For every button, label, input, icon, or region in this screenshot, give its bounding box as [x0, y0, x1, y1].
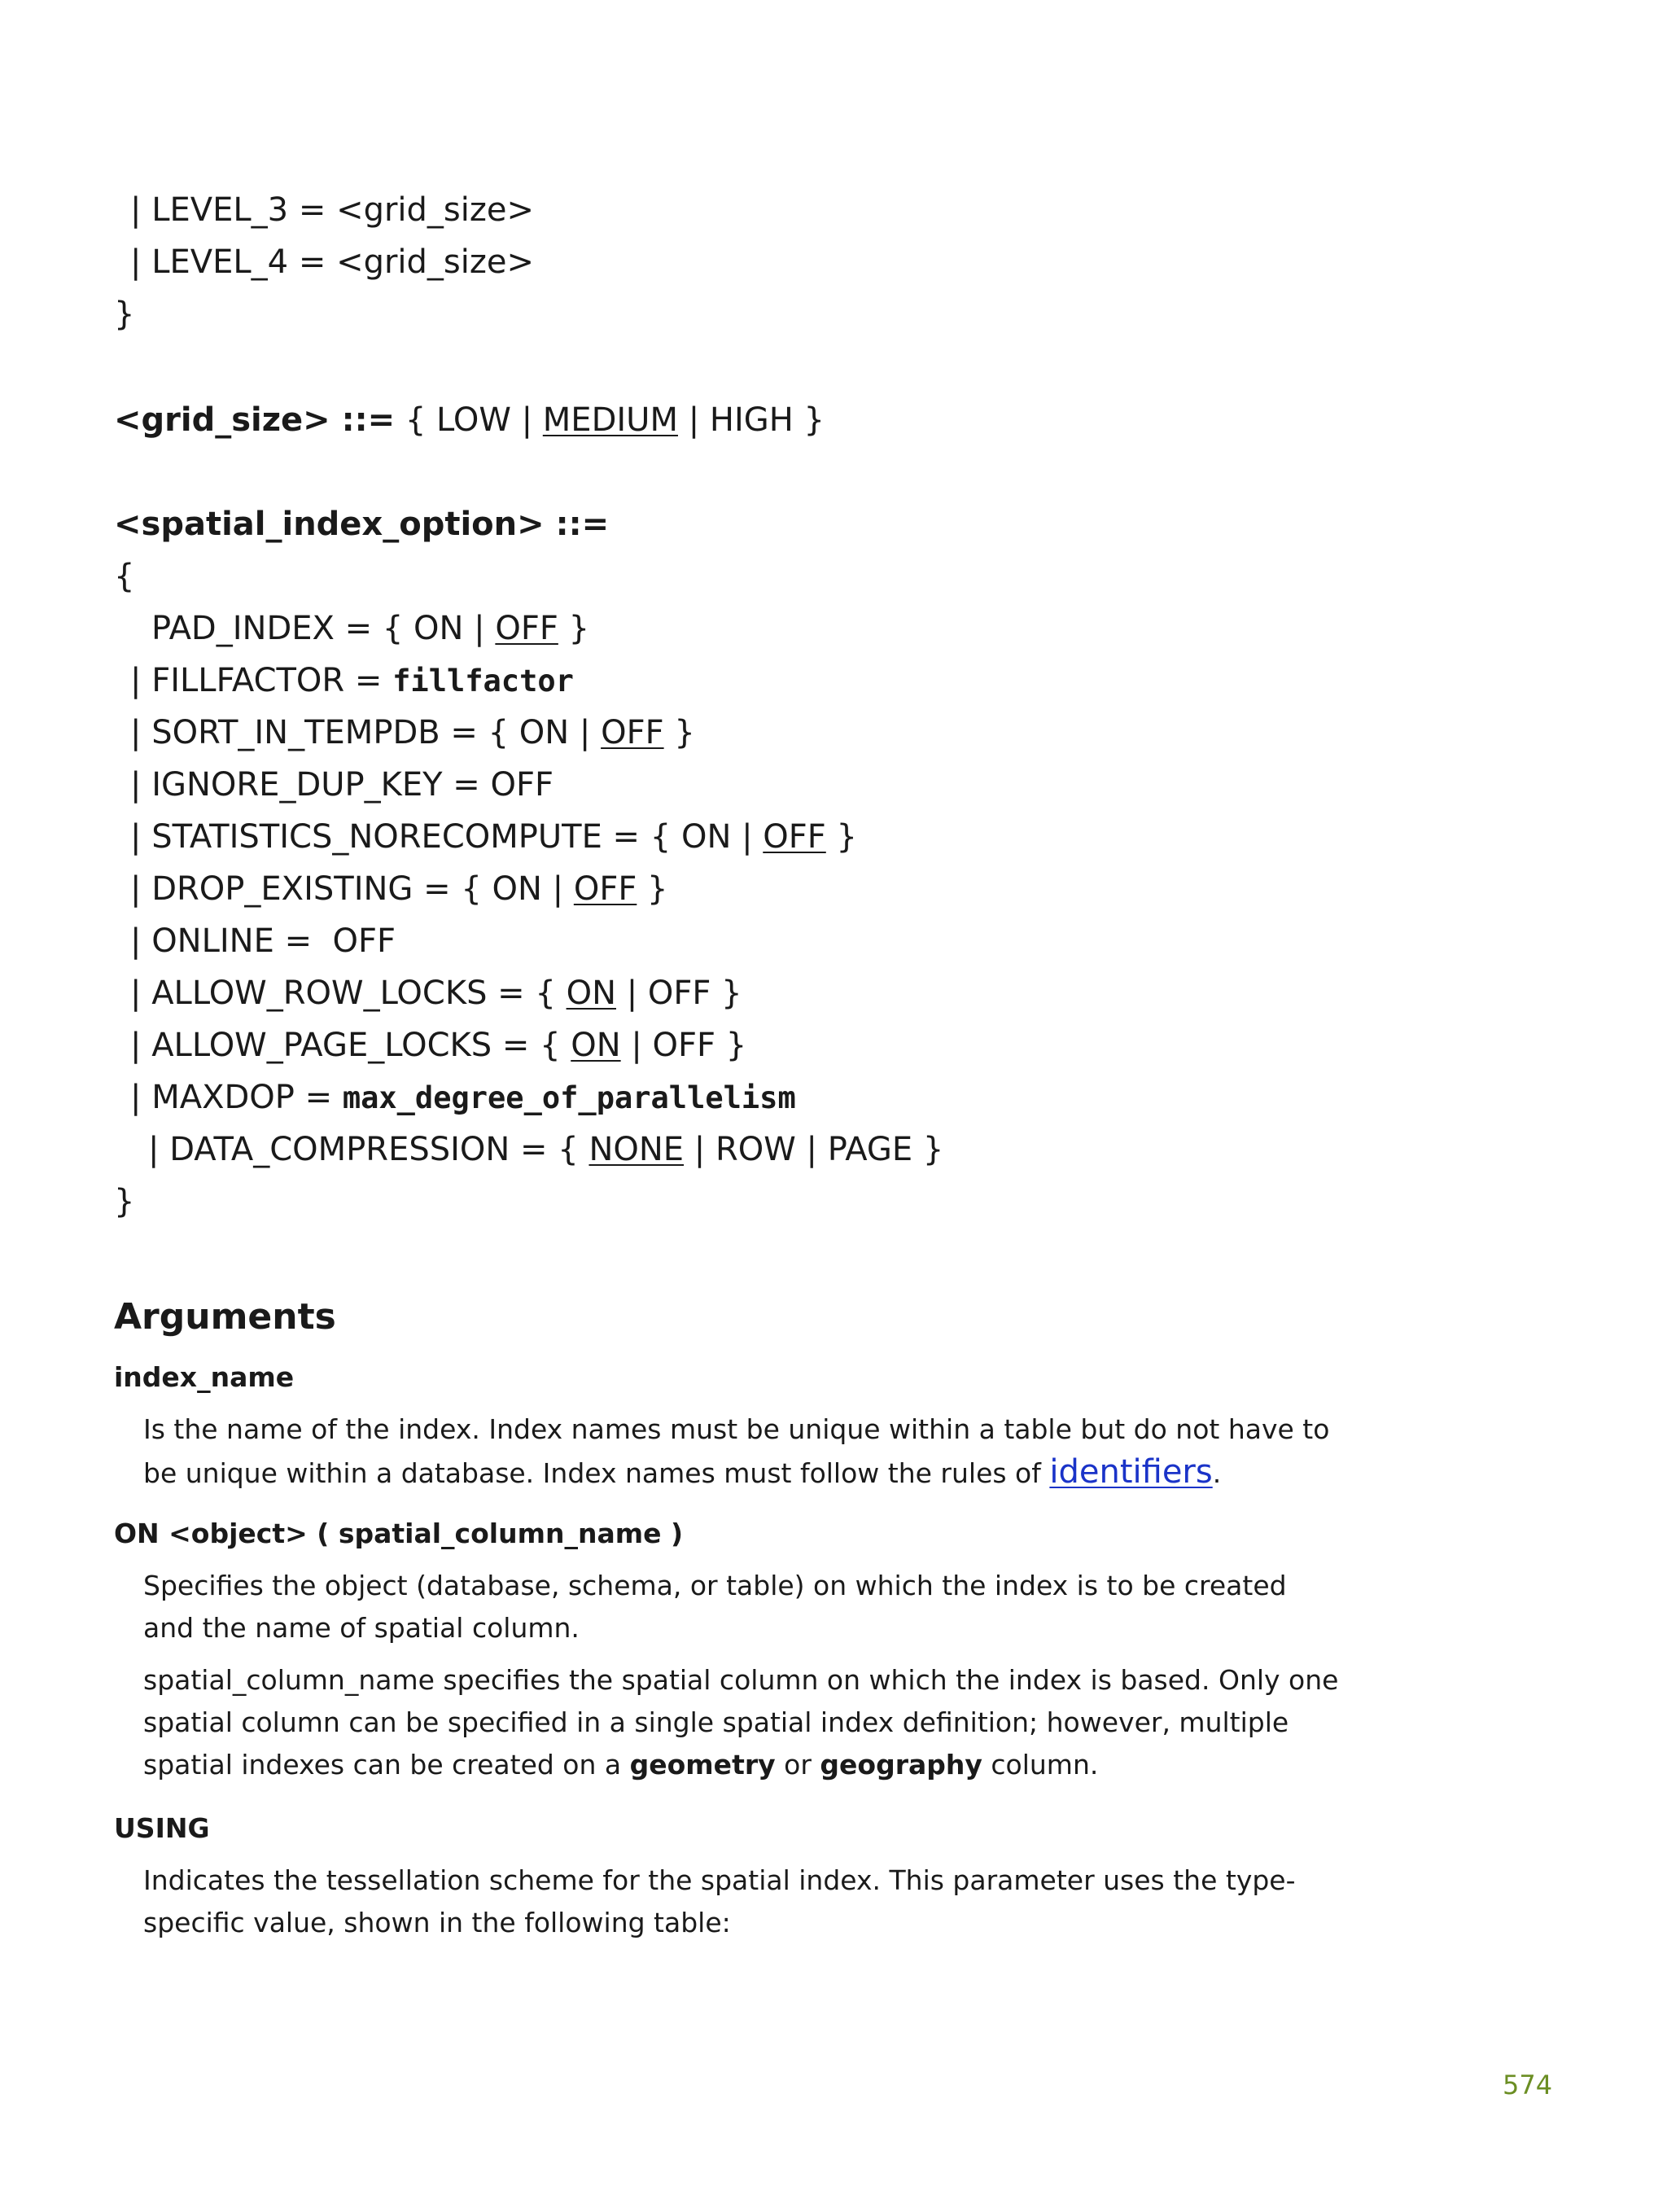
syntax-statistics-norecompute: [130, 811, 857, 863]
maxdop-pre: | MAXDOP =: [130, 1079, 333, 1116]
syntax-maxdop: [130, 1071, 796, 1124]
grid-open: { LOW |: [405, 401, 533, 439]
syntax-data-compression: [148, 1124, 943, 1176]
row-locks-on: ON: [566, 975, 616, 1012]
compression-pre: | DATA_COMPRESSION = {: [148, 1131, 579, 1168]
close-brace-text: }: [114, 296, 135, 333]
page-locks-pre: | ALLOW_PAGE_LOCKS = {: [130, 1027, 561, 1064]
index-name-end: .: [1212, 1457, 1222, 1489]
index-name-description: [143, 1408, 1340, 1495]
stats-pre: | STATISTICS_NORECOMPUTE = { ON |: [130, 818, 753, 856]
syntax-open-brace: [114, 550, 134, 602]
pad-index-pre: PAD_INDEX = { ON |: [151, 610, 485, 647]
syntax-allow-row-locks: [130, 967, 742, 1019]
index-name-text: Is the name of the index. Index names must be unique within a table but do not have to be unique within a database. Index names must follow the rules of: [143, 1413, 1330, 1489]
syntax-drop-existing: [130, 863, 668, 915]
para2-pre: spatial_column_name specifies the spatial column on which the index is based. Only one spatial column can be specified in a single spatial index definition; however, multiple spatial indexes can be created on a: [143, 1664, 1339, 1781]
syntax-grid-size: [114, 394, 825, 446]
syntax-online: [130, 915, 396, 967]
fillfactor-keyword: fillfactor: [392, 664, 574, 699]
syntax-level4-text: | LEVEL_4 = <grid_size>: [130, 243, 534, 281]
grid-medium-default: MEDIUM: [542, 401, 678, 439]
syntax-level3: [130, 184, 534, 236]
close-brace-2-text: }: [114, 1183, 135, 1220]
ignore-dup-text: | IGNORE_DUP_KEY = OFF: [130, 766, 554, 804]
row-locks-pre: | ALLOW_ROW_LOCKS = {: [130, 975, 556, 1012]
term-using: USING: [114, 1812, 210, 1844]
pad-index-post: }: [568, 610, 590, 647]
online-text: | ONLINE = OFF: [130, 922, 396, 960]
fillfactor-pre: | FILLFACTOR =: [130, 662, 383, 699]
on-object-para2: [143, 1659, 1340, 1786]
grid-size-def: <grid_size> ::=: [114, 401, 396, 439]
page-locks-post: | OFF }: [631, 1027, 747, 1064]
geography-keyword: geography: [820, 1749, 982, 1781]
syntax-fillfactor: [130, 655, 574, 707]
drop-pre: | DROP_EXISTING = { ON |: [130, 870, 564, 908]
stats-off: OFF: [763, 818, 826, 856]
page-number: 574: [1503, 2070, 1553, 2100]
row-locks-post: | OFF }: [626, 975, 742, 1012]
syntax-close-brace: [114, 288, 134, 340]
sort-post: }: [674, 714, 695, 751]
syntax-allow-page-locks: [130, 1019, 746, 1071]
pad-index-off: OFF: [495, 610, 558, 647]
or-text: or: [784, 1749, 812, 1781]
maxdop-keyword: max_degree_of_parallelism: [342, 1080, 796, 1115]
compression-post: | ROW | PAGE }: [693, 1131, 944, 1168]
term-index-name: index_name: [114, 1361, 295, 1393]
spatial-opt-def: <spatial_index_option> ::=: [114, 506, 610, 543]
stats-post: }: [836, 818, 857, 856]
para2-post: column.: [991, 1749, 1099, 1781]
sort-pre: | SORT_IN_TEMPDB = { ON |: [130, 714, 591, 751]
term-on-object: ON <object> ( spatial_column_name ): [114, 1518, 684, 1549]
sort-off: OFF: [601, 714, 664, 751]
syntax-level3-text: | LEVEL_3 = <grid_size>: [130, 191, 534, 229]
drop-off: OFF: [573, 870, 637, 908]
using-description: Indicates the tessellation scheme for the spatial index. This parameter uses the type-specific value, shown in the following table:: [143, 1864, 1296, 1938]
syntax-level4: [130, 236, 534, 288]
compression-none: NONE: [588, 1131, 685, 1168]
drop-post: }: [647, 870, 668, 908]
syntax-ignore-dup-key: [130, 759, 553, 811]
on-object-para1: Specifies the object (database, schema, or table) on which the index is to be created and the name of spatial column.: [143, 1570, 1287, 1644]
geometry-keyword: geometry: [629, 1749, 776, 1781]
syntax-spatial-option-def: [114, 498, 609, 550]
page-locks-on: ON: [571, 1027, 621, 1064]
identifiers-link[interactable]: identifiers: [1049, 1453, 1213, 1491]
syntax-sort-in-tempdb: [130, 707, 695, 759]
grid-close: | HIGH }: [688, 401, 825, 439]
syntax-pad-index: [151, 602, 589, 655]
open-brace-text: {: [114, 558, 135, 595]
syntax-close-brace-2: [114, 1176, 134, 1228]
arguments-heading: Arguments: [114, 1296, 336, 1338]
